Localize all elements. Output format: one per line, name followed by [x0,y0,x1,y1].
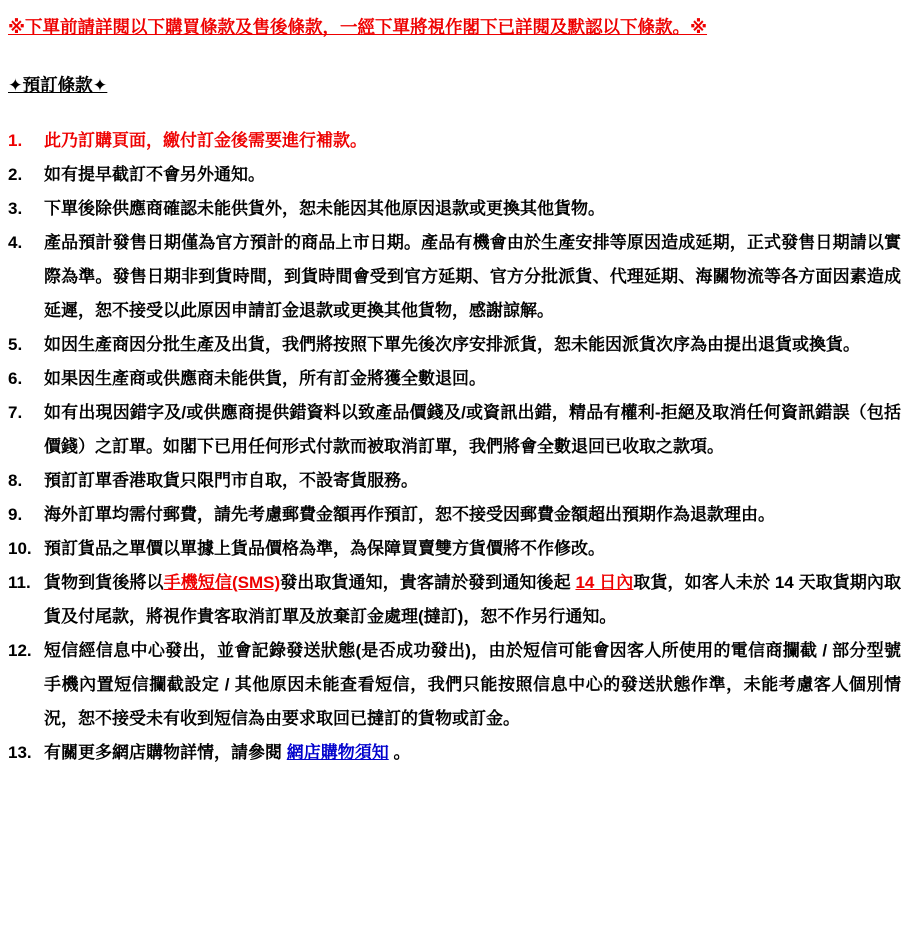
term-text-segment: 取貨，如客人未於 14 天取貨期內取貨及付尾款，將視作貴客取消訂單及放棄訂金處理(撻訂)，恕不作另行通知。 [44,573,901,626]
term-text-segment: 發出取貨通知，貴客請於發到通知後起 [280,573,576,592]
term-number: 6. [8,369,23,388]
term-item-9 [8,498,901,532]
term-item-1 [8,124,901,158]
term-number: 3. [8,199,23,218]
term-text [44,634,901,736]
term-text-segment: 短信經信息中心發出，並會記錄發送狀態(是否成功發出)，由於短信可能會因客人所使用的電信商攔截 / 部分型號手機內置短信攔截設定 / 其他原因未能查看短信，我們只能按照信息中心的發送狀態作準，未能考慮客人個別情況，恕不接受未有收到短信為由要求取回已撻訂的貨物或訂金。 [44,641,901,728]
term-text-segment: 貨物到貨後將以 [44,573,164,592]
store-shopping-guide-link[interactable]: 網店購物須知 [286,743,389,762]
term-text [44,464,901,498]
term-item-10 [8,532,901,566]
term-text [44,158,901,192]
sms-highlight: 手機短信(SMS) [163,573,281,592]
term-text-segment: 如果因生產商或供應商未能供貨，所有訂金將獲全數退回。 [44,369,486,388]
term-item-7 [8,396,901,464]
term-item-5 [8,328,901,362]
term-text-segment: 預訂貨品之單價以單據上貨品價格為準，為保障買賣雙方貨價將不作修改。 [44,539,605,558]
preorder-terms-title: ✦預訂條款✦ [8,75,108,95]
term-text-segment: 如有提早截訂不會另外通知。 [44,165,265,184]
term-text-segment: 預訂訂單香港取貨只限門市自取，不設寄貨服務。 [44,471,418,490]
purchase-notice-header: ※下單前請詳閱以下購買條款及售後條款，一經下單將視作閣下已詳閱及默認以下條款。※ [8,17,708,37]
term-number: 13. [8,743,32,762]
term-text [44,226,901,328]
term-item-11 [8,566,901,634]
term-text-segment: 。 [388,743,411,762]
term-number: 10. [8,539,32,558]
term-number: 5. [8,335,23,354]
term-text [44,736,901,770]
term-item-13 [8,736,901,770]
term-text-segment: 如因生產商因分批生產及出貨，我們將按照下單先後次序安排派貨，恕未能因派貨次序為由提出退貨或換貨。 [44,335,860,354]
term-item-2 [8,158,901,192]
term-text-segment: 海外訂單均需付郵費，請先考慮郵費金額再作預訂，恕不接受因郵費金額超出預期作為退款理由。 [44,505,775,524]
term-text-segment: 產品預計發售日期僅為官方預計的商品上市日期。產品有機會由於生產安排等原因造成延期，正式發售日期請以實際為準。發售日期非到貨時間，到貨時間會受到官方延期、官方分批派貨、代理延期、海關物流等各方面因素造成延遲，恕不接受以此原因申請訂金退款或更換其他貨物，感謝諒解。 [44,233,901,320]
term-number: 11. [8,573,31,592]
term-item-4 [8,226,901,328]
term-text-segment: 有關更多網店購物詳情，請參閱 [44,743,287,762]
term-item-3 [8,192,901,226]
term-item-6 [8,362,901,396]
term-item-8 [8,464,901,498]
term-number: 4. [8,233,23,252]
term-number: 7. [8,403,23,422]
term-number: 1. [8,131,23,150]
term-text [44,192,901,226]
term-number: 8. [8,471,23,490]
term-text [44,124,901,158]
term-text [44,566,901,634]
pickup-deadline-highlight: 14 日內 [575,573,634,592]
term-text [44,396,901,464]
term-text [44,498,901,532]
term-number: 9. [8,505,23,524]
term-number: 2. [8,165,23,184]
terms-list [8,124,901,770]
term-text [44,532,901,566]
term-text-segment: 如有出現因錯字及/或供應商提供錯資料以致產品價錢及/或資訊出錯，精品有權利-拒絕及取消任何資訊錯誤（包括價錢）之訂單。如閣下已用任何形式付款而被取消訂單，我們將會全數退回已收取之款項。 [44,403,901,456]
term-text [44,328,901,362]
term-text-segment: 此乃訂購頁面，繳付訂金後需要進行補款。 [44,131,367,150]
term-number: 12. [8,641,32,660]
term-text [44,362,901,396]
term-item-12 [8,634,901,736]
term-text-segment: 下單後除供應商確認未能供貨外，恕未能因其他原因退款或更換其他貨物。 [44,199,605,218]
